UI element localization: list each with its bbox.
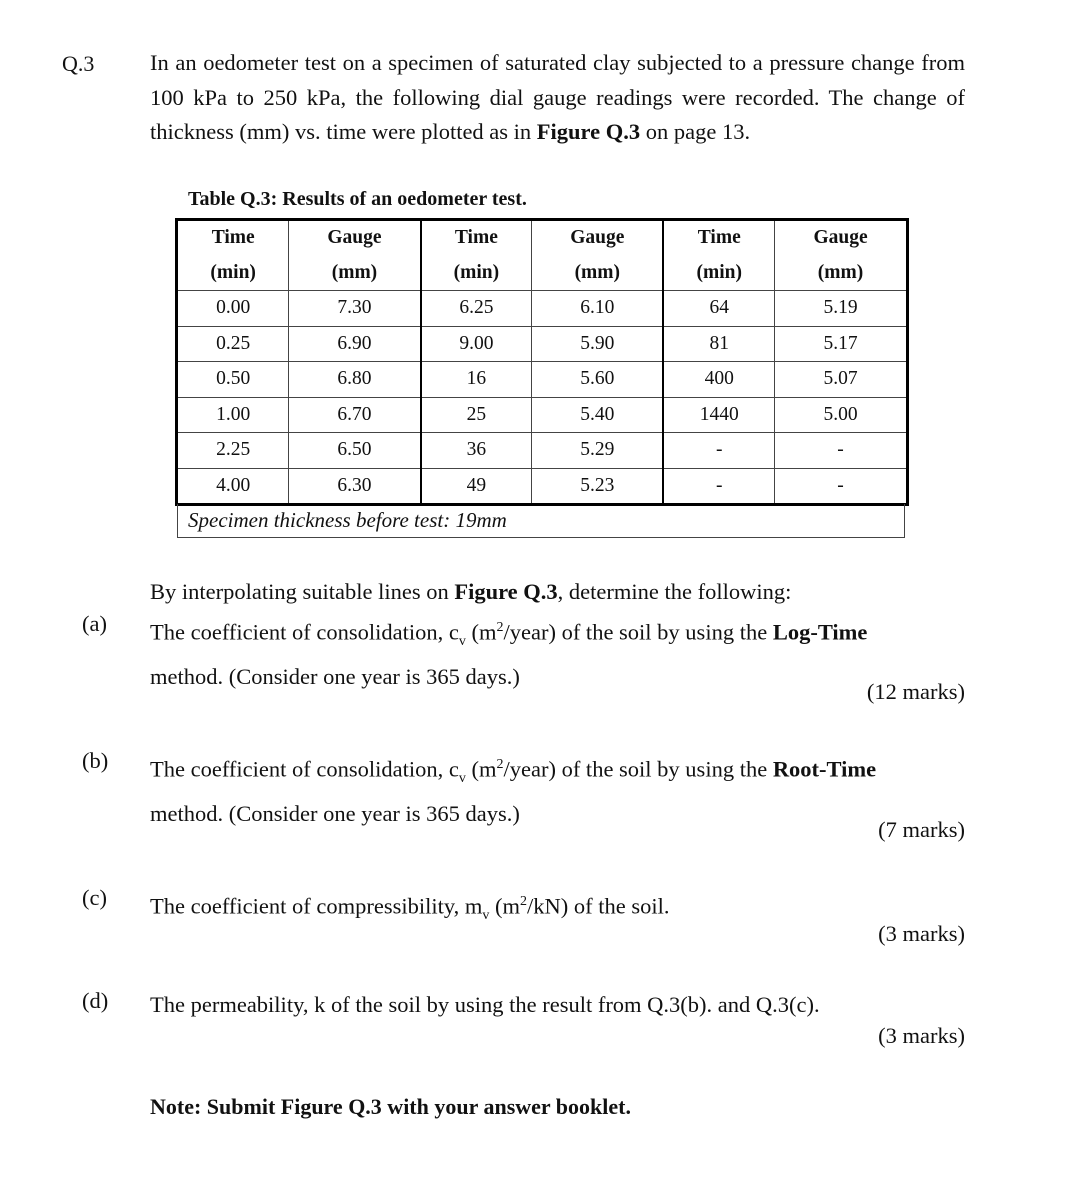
table-cell: 7.30 xyxy=(289,291,421,327)
table-cell: 5.00 xyxy=(775,397,908,433)
table-cell: 6.50 xyxy=(289,433,421,469)
table-cell: 5.60 xyxy=(532,362,664,398)
table-cell: - xyxy=(663,468,774,505)
table-cell: 25 xyxy=(421,397,532,433)
table-cell: - xyxy=(775,433,908,469)
part-a-label: (a) xyxy=(82,611,107,636)
table-cell: 6.80 xyxy=(289,362,421,398)
table-header: Gauge xyxy=(532,220,664,256)
table-cell: 64 xyxy=(663,291,774,327)
table-cell: - xyxy=(775,468,908,505)
table-row xyxy=(177,291,908,327)
table-cell: 400 xyxy=(663,362,774,398)
table-unit: (min) xyxy=(177,256,289,291)
table-cell: 6.70 xyxy=(289,397,421,433)
instruction-text: By interpolating suitable lines on xyxy=(150,579,455,604)
table-cell: 9.00 xyxy=(421,326,532,362)
table-header: Gauge xyxy=(289,220,421,256)
submission-note: Note: Submit Figure Q.3 with your answer booklet. xyxy=(150,1094,631,1119)
table-unit: (mm) xyxy=(289,256,421,291)
intro-figure-ref: Figure Q.3 xyxy=(536,119,641,144)
table-row xyxy=(177,362,908,398)
table-cell: 16 xyxy=(421,362,532,398)
table-unit: (min) xyxy=(663,256,774,291)
instruction-figure-ref: Figure Q.3 xyxy=(454,579,558,604)
part-c-mid: (m xyxy=(489,893,521,919)
table-cell: 4.00 xyxy=(177,468,289,505)
table-row xyxy=(177,397,908,433)
instruction xyxy=(150,575,965,610)
table-header-row xyxy=(177,220,908,256)
part-b-method: Root-Time xyxy=(772,756,877,782)
table-cell: 81 xyxy=(663,326,774,362)
part-a-sub: v xyxy=(458,634,466,649)
table-unit: (min) xyxy=(421,256,532,291)
part-c-text xyxy=(150,885,965,934)
part-a-line2: method. (Consider one year is 365 days.) xyxy=(150,663,520,689)
table-cell: 49 xyxy=(421,468,532,505)
part-a-prefix: The coefficient of consolidation, c xyxy=(150,619,459,645)
table-cell: 1.00 xyxy=(177,397,289,433)
table-cell: 5.19 xyxy=(775,291,908,327)
table-cell: 5.17 xyxy=(775,326,908,362)
part-c-marks: (3 marks) xyxy=(878,921,965,946)
part-c-sup: 2 xyxy=(520,894,528,909)
table-cell: 5.07 xyxy=(775,362,908,398)
table-header: Time xyxy=(177,220,289,256)
table-cell: 6.90 xyxy=(289,326,421,362)
part-c-label: (c) xyxy=(82,885,107,910)
part-c-prefix: The coefficient of compressibility, m xyxy=(150,893,483,919)
table-cell: 1440 xyxy=(663,397,774,433)
table-header: Time xyxy=(421,220,532,256)
table-cell: 6.25 xyxy=(421,291,532,327)
table-cell: - xyxy=(663,433,774,469)
table-cell: 6.10 xyxy=(532,291,664,327)
intro-text: In an oedometer test on a specimen of saturated clay subjected to a pressure change from 100 kPa to 250 kPa, the following dial gauge readings were recorded. The change of thickness (mm) vs. time were plotted as in xyxy=(150,50,965,144)
table-cell: 6.30 xyxy=(289,468,421,505)
part-d-text: The permeability, k of the soil by using the result from Q.3(b). and Q.3(c). xyxy=(150,992,820,1017)
part-c-sub: v xyxy=(482,908,490,923)
table-cell: 5.40 xyxy=(532,397,664,433)
table-unit: (mm) xyxy=(532,256,664,291)
part-b-prefix: The coefficient of consolidation, c xyxy=(150,756,459,782)
part-b-post: /year) of the soil by using the xyxy=(503,756,773,782)
table-cell: 36 xyxy=(421,433,532,469)
table-cell: 0.50 xyxy=(177,362,289,398)
part-a-text xyxy=(150,611,965,694)
table-cell: 5.23 xyxy=(532,468,664,505)
table-cell: 5.90 xyxy=(532,326,664,362)
question-intro xyxy=(150,46,965,150)
table-body xyxy=(177,291,908,505)
table-header: Time xyxy=(663,220,774,256)
part-a-post: /year) of the soil by using the xyxy=(503,619,773,645)
table-row xyxy=(177,326,908,362)
part-a-method: Log-Time xyxy=(772,619,868,645)
table-cell: 2.25 xyxy=(177,433,289,469)
table-unit: (mm) xyxy=(775,256,908,291)
part-b-label: (b) xyxy=(82,748,109,773)
question-number: Q.3 xyxy=(62,51,95,76)
part-a-sup: 2 xyxy=(496,620,504,635)
table-header: Gauge xyxy=(775,220,908,256)
part-d-label: (d) xyxy=(82,988,109,1013)
part-b-marks: (7 marks) xyxy=(878,817,965,842)
intro-suffix: on page 13. xyxy=(640,119,751,144)
part-b-sup: 2 xyxy=(496,757,504,772)
part-b-mid: (m xyxy=(465,756,497,782)
part-b-line2: method. (Consider one year is 365 days.) xyxy=(150,800,520,826)
part-c-post: /kN) of the soil. xyxy=(527,893,670,919)
table-cell: 0.00 xyxy=(177,291,289,327)
results-table xyxy=(175,218,909,506)
part-d-marks: (3 marks) xyxy=(878,1023,965,1048)
part-a-marks: (12 marks) xyxy=(866,679,965,704)
table-cell: 0.25 xyxy=(177,326,289,362)
table-row xyxy=(177,433,908,469)
table-row xyxy=(177,468,908,505)
table-unit-row xyxy=(177,256,908,291)
part-b-text xyxy=(150,748,965,831)
table-caption: Table Q.3: Results of an oedometer test. xyxy=(188,188,527,210)
part-b-sub: v xyxy=(458,771,466,786)
instruction-suffix: , determine the following: xyxy=(557,579,792,604)
part-a-mid: (m xyxy=(465,619,497,645)
table-cell: 5.29 xyxy=(532,433,664,469)
table-note: Specimen thickness before test: 19mm xyxy=(188,508,507,532)
